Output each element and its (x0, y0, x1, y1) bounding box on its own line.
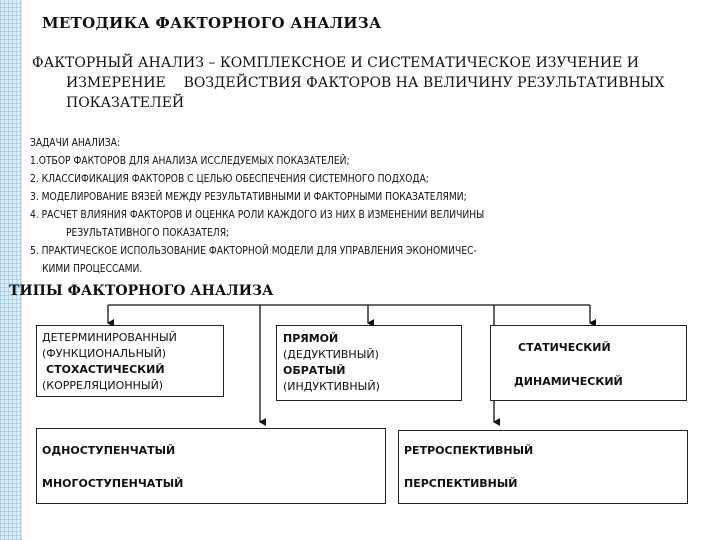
task-item-5: 5. ПРАКТИЧЕСКОЕ ИСПОЛЬЗОВАНИЕ ФАКТОРНОЙ МОДЕЛИ ДЛЯ УПРАВЛЕНИЯ ЭКОНОМИЧЕС- (30, 246, 477, 257)
box4-line-2: МНОГОСТУПЕНЧАТЫЙ (42, 477, 184, 490)
box5-line-1: РЕТРОСПЕКТИВНЫЙ (404, 444, 534, 457)
box4-line-1: ОДНОСТУПЕНЧАТЫЙ (42, 444, 176, 457)
task-item-4: 4. РАСЧЕТ ВЛИЯНИЯ ФАКТОРОВ И ОЦЕНКА РОЛИ КАЖДОГО ИЗ НИХ В ИЗМЕНЕНИИ ВЕЛИЧИНЫ (30, 210, 485, 221)
box5-line-2: ПЕРСПЕКТИВНЫЙ (404, 477, 518, 490)
box1-line-2: (ФУНКЦИОНАЛЬНЫЙ) (42, 347, 167, 360)
type-box-single-multi-stage (36, 428, 386, 504)
definition-line-2: ИЗМЕРЕНИЕ ВОЗДЕЙСТВИЯ ФАКТОРОВ НА ВЕЛИЧИНУ РЕЗУЛЬТАТИВНЫХ (66, 75, 665, 91)
box1-line-3: СТОХАСТИЧЕСКИЙ (46, 363, 165, 376)
box2-line-4: (ИНДУКТИВНЫЙ) (283, 380, 380, 393)
box2-line-1: ПРЯМОЙ (283, 332, 339, 345)
tasks-heading: ЗАДАЧИ АНАЛИЗА: (30, 138, 121, 149)
box1-line-4: (КОРРЕЛЯЦИОННЫЙ) (42, 379, 164, 392)
task-item-2: 2. КЛАССИФИКАЦИЯ ФАКТОРОВ С ЦЕЛЬЮ ОБЕСПЕЧЕНИЯ СИСТЕМНОГО ПОДХОДА; (30, 174, 429, 185)
task-item-3: 3. МОДЕЛИРОВАНИЕ ВЯЗЕЙ МЕЖДУ РЕЗУЛЬТАТИВНЫМИ И ФАКТОРНЫМИ ПОКАЗАТЕЛЯМИ; (30, 192, 467, 203)
task-item-1: 1.ОТБОР ФАКТОРОВ ДЛЯ АНАЛИЗА ИССЛЕДУЕМЫХ ПОКАЗАТЕЛЕЙ; (30, 156, 350, 167)
task-item-5-continued: КИМИ ПРОЦЕССАМИ. (42, 264, 143, 275)
definition-line-3: ПОКАЗАТЕЛЕЙ (66, 95, 185, 111)
types-heading: ТИПЫ ФАКТОРНОГО АНАЛИЗА (9, 283, 274, 299)
task-item-4-continued: РЕЗУЛЬТАТИВНОГО ПОКАЗАТЕЛЯ; (66, 228, 230, 239)
box3-line-2: ДИНАМИЧЕСКИЙ (514, 375, 623, 388)
box2-line-2: (ДЕДУКТИВНЫЙ) (283, 348, 379, 361)
page-title: МЕТОДИКА ФАКТОРНОГО АНАЛИЗА (42, 14, 382, 32)
type-box-retro-perspective (398, 430, 688, 504)
box3-line-1: СТАТИЧЕСКИЙ (518, 341, 611, 354)
box2-line-3: ОБРАТЫЙ (283, 364, 346, 377)
definition-line-1: ФАКТОРНЫЙ АНАЛИЗ – КОМПЛЕКСНОЕ И СИСТЕМАТИЧЕСКОЕ ИЗУЧЕНИЕ И (32, 55, 639, 71)
box1-line-1: ДЕТЕРМИНИРОВАННЫЙ (42, 331, 177, 344)
type-box-static-dynamic (490, 325, 687, 401)
